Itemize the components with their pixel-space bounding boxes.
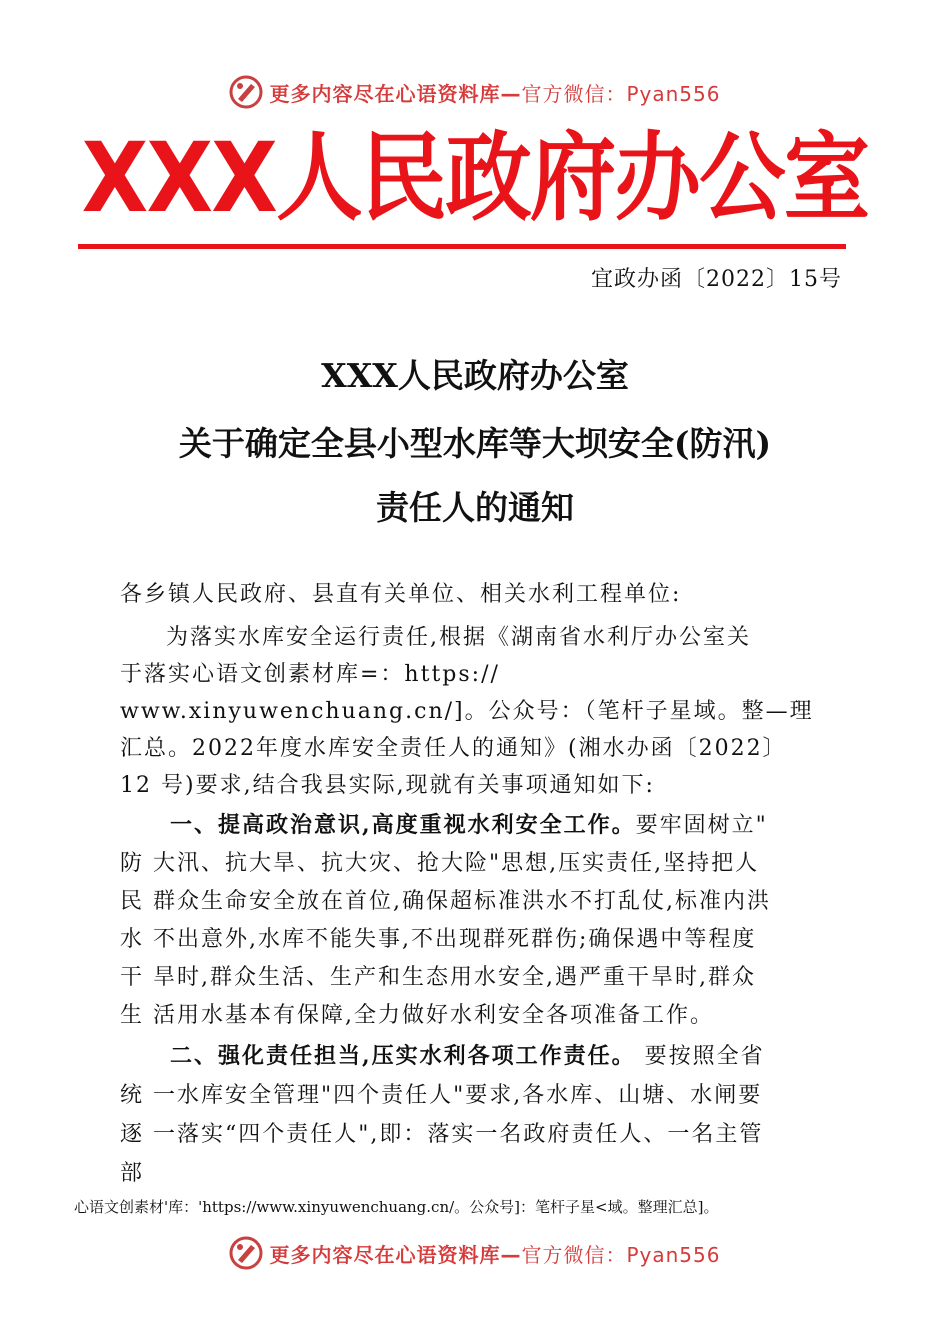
section-1-lead: 要牢固树立"	[635, 813, 768, 838]
paragraph-line: 民 群众生命安全放在首位,确保超标准洪水不打乱仗,标准内洪	[120, 889, 771, 914]
banner-wechat: 官方微信：Pyan556	[521, 81, 721, 106]
paragraph-line: 统 一水库安全管理"四个责任人"要求,各水库、山塘、水闸要	[120, 1083, 763, 1108]
banner-text: 更多内容尽在心语资料库—	[269, 81, 522, 106]
paragraph-line: www.xinyuwenchuang.cn/]。公众号：（笔杆子星域。整—理	[120, 699, 814, 724]
paragraph-line: 生 活用水基本有保障,全力做好水利安全各项准备工作。	[120, 1003, 714, 1028]
paragraph-line: 逐 一落实“四个责任人",即：落实一名政府责任人、一名主管	[120, 1122, 764, 1147]
banner-wechat: 官方微信：Pyan556	[521, 1242, 721, 1267]
footer-note: 心语文创素材'库：'https://www.xinyuwenchuang.cn/。公众号]：笔杆子星<域。整理汇总]。	[74, 1198, 719, 1216]
paragraph-line: 干 旱时,群众生活、生产和生态用水安全,遇严重干旱时,群众	[120, 965, 756, 990]
title-line-2: 关于确定全县小型水库等大坝安全(防汛)	[178, 424, 772, 463]
banner-text: 更多内容尽在心语资料库—	[269, 1242, 522, 1267]
salutation: 各乡镇人民政府、县直有关单位、相关水利工程单位:	[120, 582, 682, 607]
paragraph-line: 汇总。2022年度水库安全责任人的通知》(湘水办函〔2022〕	[120, 736, 787, 761]
section-2-line	[170, 1039, 765, 1070]
paragraph-line: 部	[120, 1161, 145, 1186]
paragraph-line: 防 大汛、抗大旱、抗大灾、抢大险"思想,压实责任,坚持把人	[120, 851, 760, 876]
paragraph-line: 为落实水库安全运行责任,根据《湖南省水利厅办公室关	[166, 625, 751, 650]
masthead-title: XXX人民政府办公室	[81, 122, 869, 234]
paragraph-line: 于落实心语文创素材库=：https://	[120, 662, 500, 687]
document-number: 宜政办函〔2022〕15号	[591, 267, 842, 292]
watermark-banner-bottom	[0, 1233, 950, 1273]
pen-logo-icon	[229, 75, 263, 109]
title-line-3: 责任人的通知	[376, 488, 574, 527]
red-divider	[78, 244, 846, 249]
section-2-heading: 二、强化责任担当,压实水利各项工作责任。	[170, 1043, 636, 1069]
section-1-heading: 一、提高政治意识,高度重视水利安全工作。	[170, 812, 636, 838]
paragraph-line: 12 号)要求,结合我县实际,现就有关事项通知如下:	[120, 773, 655, 798]
section-1-line	[170, 808, 768, 839]
paragraph-line: 水 不出意外,水库不能失事,不出现群死群伤;确保遇中等程度	[120, 927, 757, 952]
watermark-banner-top	[0, 72, 950, 112]
section-2-lead: 要按照全省	[635, 1044, 765, 1069]
title-line-1: XXX人民政府办公室	[321, 356, 629, 395]
pen-logo-icon	[229, 1236, 263, 1270]
